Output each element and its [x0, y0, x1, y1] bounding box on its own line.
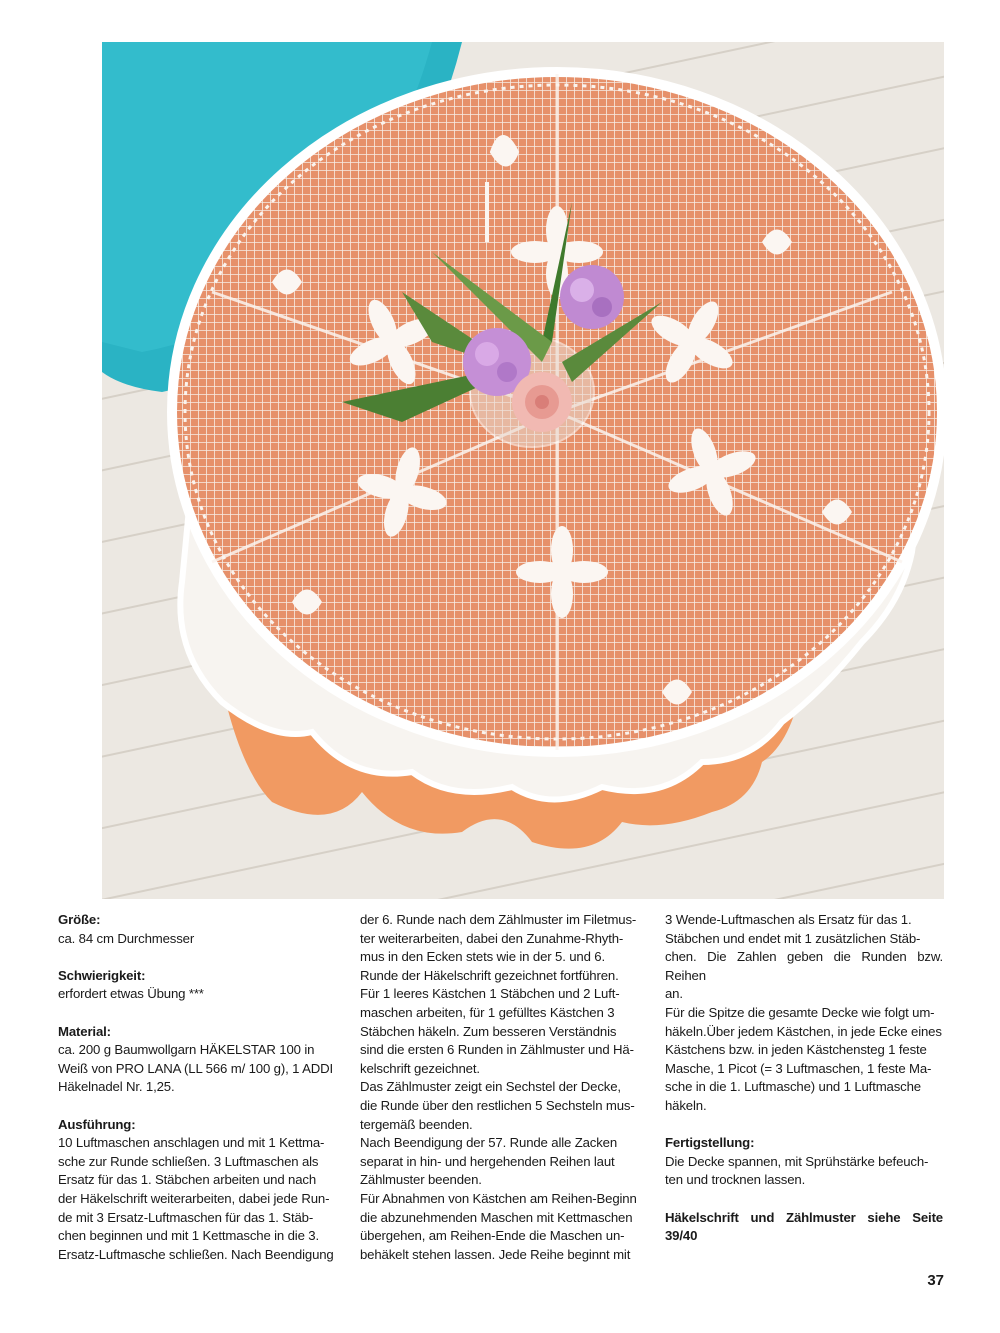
- text-line: tergemäß beenden.: [360, 1116, 473, 1132]
- text-line: Masche, 1 Picot (= 3 Luftmaschen, 1 feste Ma-: [665, 1060, 932, 1076]
- column-2: [360, 911, 640, 1264]
- difficulty-text: erfordert etwas Übung ***: [58, 986, 204, 1002]
- text-line: übergehen, am Reihen-Ende die Maschen un-: [360, 1228, 625, 1244]
- text-line: Die Decke spannen, mit Sprühstärke befeuch-: [665, 1153, 929, 1169]
- execution-heading: Ausführung:: [58, 1116, 136, 1132]
- size-text: ca. 84 cm Durchmesser: [58, 930, 195, 946]
- text-line: die abzunehmenden Maschen mit Kettmaschen: [360, 1209, 633, 1225]
- text-line: Häkelnadel Nr. 1,25.: [58, 1079, 175, 1095]
- text-line: behäkelt stehen lassen. Jede Reihe beginnt mit: [360, 1246, 631, 1262]
- tablecloth-photo: [102, 42, 944, 899]
- finishing-heading: Fertigstellung:: [665, 1135, 755, 1151]
- execution-end-text: [665, 911, 943, 1004]
- text-line: sind die ersten 6 Runden in Zählmuster und Hä-: [360, 1042, 634, 1058]
- text-line: Zählmuster beenden.: [360, 1172, 482, 1188]
- execution-text: [58, 1134, 336, 1264]
- text-line: 3 Wende-Luftmaschen als Ersatz für das 1.: [665, 912, 912, 927]
- text-line: mus in den Ecken stets wie in der 5. und 6.: [360, 949, 605, 965]
- column-1: [58, 911, 336, 1264]
- text-line: häkeln.: [665, 1097, 707, 1113]
- edging-text: [665, 1004, 943, 1116]
- text-line: de mit 3 Ersatz-Luftmaschen für das 1. Stäb-: [58, 1209, 314, 1225]
- material-heading: Material:: [58, 1023, 111, 1039]
- text-line: Für die Spitze die gesamte Decke wie folgt um-: [665, 1004, 935, 1020]
- text-line: die Runde über den restlichen 5 Sechsteln mus-: [360, 1097, 635, 1113]
- text-line: Ersatz-Luftmasche schließen. Nach Beendigung: [58, 1246, 334, 1262]
- text-line: separat in hin- und hergehenden Reihen laut: [360, 1153, 615, 1169]
- text-line: Stäbchen häkeln. Zum besseren Verständnis: [360, 1023, 617, 1039]
- text-line: ca. 200 g Baumwollgarn HÄKELSTAR 100 in: [58, 1042, 315, 1058]
- execution-continued-text: [360, 911, 640, 1264]
- text-line: Weiß von PRO LANA (LL 566 m/ 100 g), 1 ADDI: [58, 1060, 334, 1076]
- finishing-text: [665, 1153, 943, 1190]
- text-line: sche zur Runde schließen. 3 Luftmaschen als: [58, 1153, 319, 1169]
- text-line: Für 1 leeres Kästchen 1 Stäbchen und 2 Luft-: [360, 986, 620, 1002]
- text-line: kelschrift gezeichnet.: [360, 1060, 480, 1076]
- text-line: ten und trocknen lassen.: [665, 1172, 806, 1188]
- text-line: Ersatz für das 1. Stäbchen arbeiten und nach: [58, 1172, 317, 1188]
- difficulty-heading: Schwierigkeit:: [58, 967, 146, 983]
- text-line: chen. Die Zahlen geben die Runden bzw. Reihen: [665, 949, 943, 983]
- text-line: Das Zählmuster zeigt ein Sechstel der Decke,: [360, 1079, 621, 1095]
- text-line: Stäbchen und endet mit 1 zusätzlichen Stäb-: [665, 930, 921, 946]
- text-line: ter weiterarbeiten, dabei den Zunahme-Rhyth-: [360, 930, 624, 946]
- text-line: sche in die 1. Luftmasche) und 1 Luftmasche: [665, 1079, 921, 1095]
- text-line: Kästchens bzw. in jeden Kästchensteg 1 feste: [665, 1042, 927, 1058]
- chart-reference: Häkelschrift und Zählmuster siehe Seite 39/40: [665, 1209, 943, 1244]
- page-number: 37: [927, 1272, 944, 1289]
- material-text: [58, 1041, 336, 1097]
- text-line: Für Abnahmen von Kästchen am Reihen-Beginn: [360, 1190, 637, 1206]
- text-line: der 6. Runde nach dem Zählmuster im Filetmus-: [360, 912, 637, 927]
- text-line: Runde der Häkelschrift gezeichnet fortführen.: [360, 967, 619, 983]
- text-line: an.: [665, 986, 683, 1002]
- text-line: der Häkelschrift weiterarbeiten, dabei jede Run-: [58, 1190, 330, 1206]
- text-line: Nach Beendigung der 57. Runde alle Zacken: [360, 1135, 618, 1151]
- text-line: häkeln.Über jedem Kästchen, in jede Ecke eines: [665, 1023, 942, 1039]
- text-line: 10 Luftmaschen anschlagen und mit 1 Kettma-: [58, 1135, 325, 1151]
- text-line: maschen arbeiten, für 1 gefülltes Kästchen 3: [360, 1004, 615, 1020]
- size-heading: Größe:: [58, 912, 101, 927]
- text-line: chen beginnen und mit 1 Kettmasche in die 3.: [58, 1228, 319, 1244]
- column-3: [665, 911, 943, 1246]
